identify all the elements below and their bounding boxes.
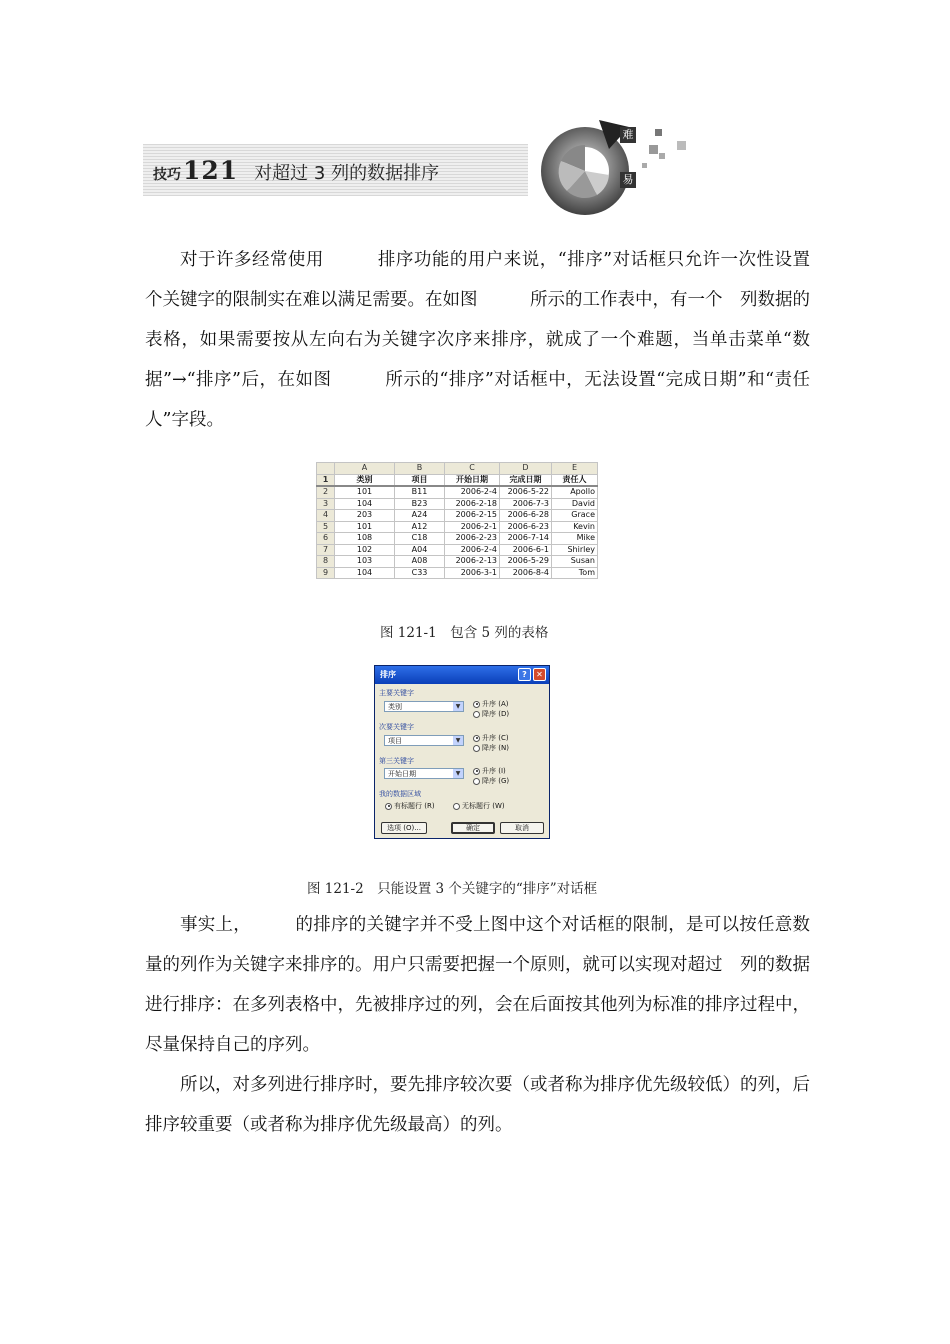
secondary-desc-radio[interactable] — [473, 743, 509, 753]
table-cell: 2006-2-1 — [445, 521, 500, 533]
table-cell: 104 — [335, 567, 395, 579]
radio-selected-icon — [473, 735, 480, 742]
table-cell: A24 — [395, 510, 445, 522]
conclusion-paragraph: 所以，对多列进行排序时，要先排序较次要（或者称为排序优先级较低）的列，后排序较重要（或者称为排序优先级最高）的列。 — [145, 1075, 810, 1135]
column-letter: D — [500, 463, 552, 475]
row-number: 7 — [317, 544, 335, 556]
tip-title: 对超过 3 列的数据排序 — [254, 163, 440, 184]
table-cell: B23 — [395, 498, 445, 510]
third-key-value: 开始日期 — [388, 770, 416, 778]
table-cell: Tom — [552, 567, 598, 579]
table-row — [317, 486, 598, 498]
table-cell: 104 — [335, 498, 395, 510]
header-cell: 责任人 — [552, 474, 598, 486]
decor-square — [659, 153, 665, 159]
column-letter: B — [395, 463, 445, 475]
corner-cell — [317, 463, 335, 475]
secondary-key-label: 次要关键字 — [379, 723, 414, 731]
row-number: 2 — [317, 486, 335, 498]
intro-paragraph: 对于许多经常使用 排序功能的用户来说，“排序”对话框只允许一次性设置 个关键字的限制实在难以满足需要。在如图 所示的工作表中，有一个 列数据的表格，如果需要按从左向右为关键字次序来排序，就成了一个难题，当单击菜单“数据”→“排序”后，在如图 所示的“排序”对话框中，无法设置“完成日期”和“责任人”字段。 — [145, 250, 828, 430]
radio-label: 有标题行 (R) — [394, 802, 435, 810]
table-cell: 2006-6-1 — [500, 544, 552, 556]
primary-asc-radio[interactable] — [473, 699, 508, 709]
chevron-down-icon[interactable]: ▼ — [453, 702, 463, 711]
row-number: 1 — [317, 474, 335, 486]
data-range-label: 我的数据区域 — [379, 790, 421, 798]
spreadsheet-figure — [316, 462, 597, 582]
tip-number: 121 — [183, 156, 239, 185]
table-row — [317, 521, 598, 533]
table-cell: Mike — [552, 533, 598, 545]
table-cell: Shirley — [552, 544, 598, 556]
spreadsheet-table — [316, 462, 598, 579]
radio-label: 升序 (A) — [482, 700, 509, 708]
table-cell: 101 — [335, 521, 395, 533]
secondary-key-value: 项目 — [388, 737, 402, 745]
table-cell: 2006-8-4 — [500, 567, 552, 579]
primary-key-label: 主要关键字 — [379, 689, 414, 697]
table-row — [317, 498, 598, 510]
header-cell: 完成日期 — [500, 474, 552, 486]
column-letter: C — [445, 463, 500, 475]
table-cell: 2006-5-29 — [500, 556, 552, 568]
table-cell: 2006-2-15 — [445, 510, 500, 522]
row-number: 4 — [317, 510, 335, 522]
sort-dialog — [374, 665, 550, 839]
table-cell: David — [552, 498, 598, 510]
secondary-asc-radio[interactable] — [473, 733, 509, 743]
dialog-title-bar — [375, 666, 549, 684]
options-button[interactable]: 选项 (O)... — [381, 822, 427, 834]
table-cell: 108 — [335, 533, 395, 545]
table-cell: C33 — [395, 567, 445, 579]
third-key-label: 第三关键字 — [379, 757, 414, 765]
figure2-caption: 图 121-2 只能设置 3 个关键字的“排序”对话框 — [307, 881, 598, 897]
radio-label: 升序 (C) — [482, 734, 509, 742]
decor-square — [677, 141, 686, 150]
third-key-select[interactable] — [384, 768, 464, 779]
row-number: 6 — [317, 533, 335, 545]
has-header-radio[interactable] — [385, 801, 435, 811]
chevron-down-icon[interactable]: ▼ — [453, 736, 463, 745]
ok-button[interactable]: 确定 — [451, 822, 495, 834]
radio-selected-icon — [385, 803, 392, 810]
decor-square — [649, 145, 658, 154]
table-cell: 2006-2-23 — [445, 533, 500, 545]
table-row — [317, 556, 598, 568]
chevron-down-icon[interactable]: ▼ — [453, 769, 463, 778]
header-cell: 项目 — [395, 474, 445, 486]
difficulty-indicator — [537, 115, 697, 220]
table-cell: 2006-2-4 — [445, 486, 500, 498]
tip-label: 技巧 — [153, 167, 181, 183]
section-banner — [143, 144, 528, 196]
no-header-radio[interactable] — [453, 801, 505, 811]
fact-paragraph: 事实上， 的排序的关键字并不受上图中这个对话框的限制，是可以按任意数量的列作为关键字来排序的。用户只需要把握一个原则，就可以实现对超过 列的数据进行排序：在多列表格中，先被排序过的列，会在后面按其他列为标准的排序过程中，尽量保持自己的序列。 — [145, 915, 810, 1055]
table-cell: 102 — [335, 544, 395, 556]
table-row — [317, 544, 598, 556]
row-number: 5 — [317, 521, 335, 533]
table-cell: Apollo — [552, 486, 598, 498]
radio-icon — [473, 745, 480, 752]
column-header-row — [317, 463, 598, 475]
row-number: 9 — [317, 567, 335, 579]
table-cell: C18 — [395, 533, 445, 545]
table-cell: 2006-7-3 — [500, 498, 552, 510]
table-cell: A08 — [395, 556, 445, 568]
radio-selected-icon — [473, 768, 480, 775]
table-cell: 2006-2-4 — [445, 544, 500, 556]
table-cell: Susan — [552, 556, 598, 568]
row-number: 3 — [317, 498, 335, 510]
table-row — [317, 567, 598, 579]
primary-desc-radio[interactable] — [473, 709, 509, 719]
table-cell: A04 — [395, 544, 445, 556]
table-cell: 103 — [335, 556, 395, 568]
radio-icon — [473, 711, 480, 718]
table-cell: 2006-7-14 — [500, 533, 552, 545]
table-cell: A12 — [395, 521, 445, 533]
radio-label: 无标题行 (W) — [462, 802, 505, 810]
header-cell: 类别 — [335, 474, 395, 486]
radio-label: 降序 (D) — [482, 710, 510, 718]
cancel-button[interactable]: 取消 — [500, 822, 544, 834]
table-header-row — [317, 474, 598, 486]
radio-icon — [473, 778, 480, 785]
radio-label: 降序 (G) — [482, 777, 510, 785]
dialog-title: 排序 — [380, 670, 396, 679]
table-cell: Kevin — [552, 521, 598, 533]
close-button[interactable]: ✕ — [533, 668, 546, 681]
table-cell: B11 — [395, 486, 445, 498]
row-number: 8 — [317, 556, 335, 568]
table-cell: 2006-5-22 — [500, 486, 552, 498]
header-cell: 开始日期 — [445, 474, 500, 486]
primary-key-value: 类别 — [388, 703, 402, 711]
table-cell: 2006-2-13 — [445, 556, 500, 568]
difficulty-hard-label: 难 — [620, 127, 636, 143]
table-cell: 2006-3-1 — [445, 567, 500, 579]
table-row — [317, 533, 598, 545]
decor-square — [655, 129, 662, 136]
table-cell: 101 — [335, 486, 395, 498]
help-button[interactable]: ? — [518, 668, 531, 681]
table-cell: Grace — [552, 510, 598, 522]
decor-square — [642, 163, 647, 168]
table-row — [317, 510, 598, 522]
radio-label: 降序 (N) — [482, 744, 509, 752]
third-desc-radio[interactable] — [473, 776, 509, 786]
column-letter: A — [335, 463, 395, 475]
figure1-caption: 图 121-1 包含 5 列的表格 — [380, 625, 549, 641]
table-cell: 203 — [335, 510, 395, 522]
table-cell: 2006-6-28 — [500, 510, 552, 522]
third-asc-radio[interactable] — [473, 766, 506, 776]
column-letter: E — [552, 463, 598, 475]
table-cell: 2006-6-23 — [500, 521, 552, 533]
difficulty-easy-label: 易 — [620, 172, 636, 188]
primary-key-select[interactable] — [384, 701, 464, 712]
table-cell: 2006-2-18 — [445, 498, 500, 510]
radio-label: 升序 (I) — [482, 767, 506, 775]
secondary-key-select[interactable] — [384, 735, 464, 746]
radio-selected-icon — [473, 701, 480, 708]
radio-icon — [453, 803, 460, 810]
